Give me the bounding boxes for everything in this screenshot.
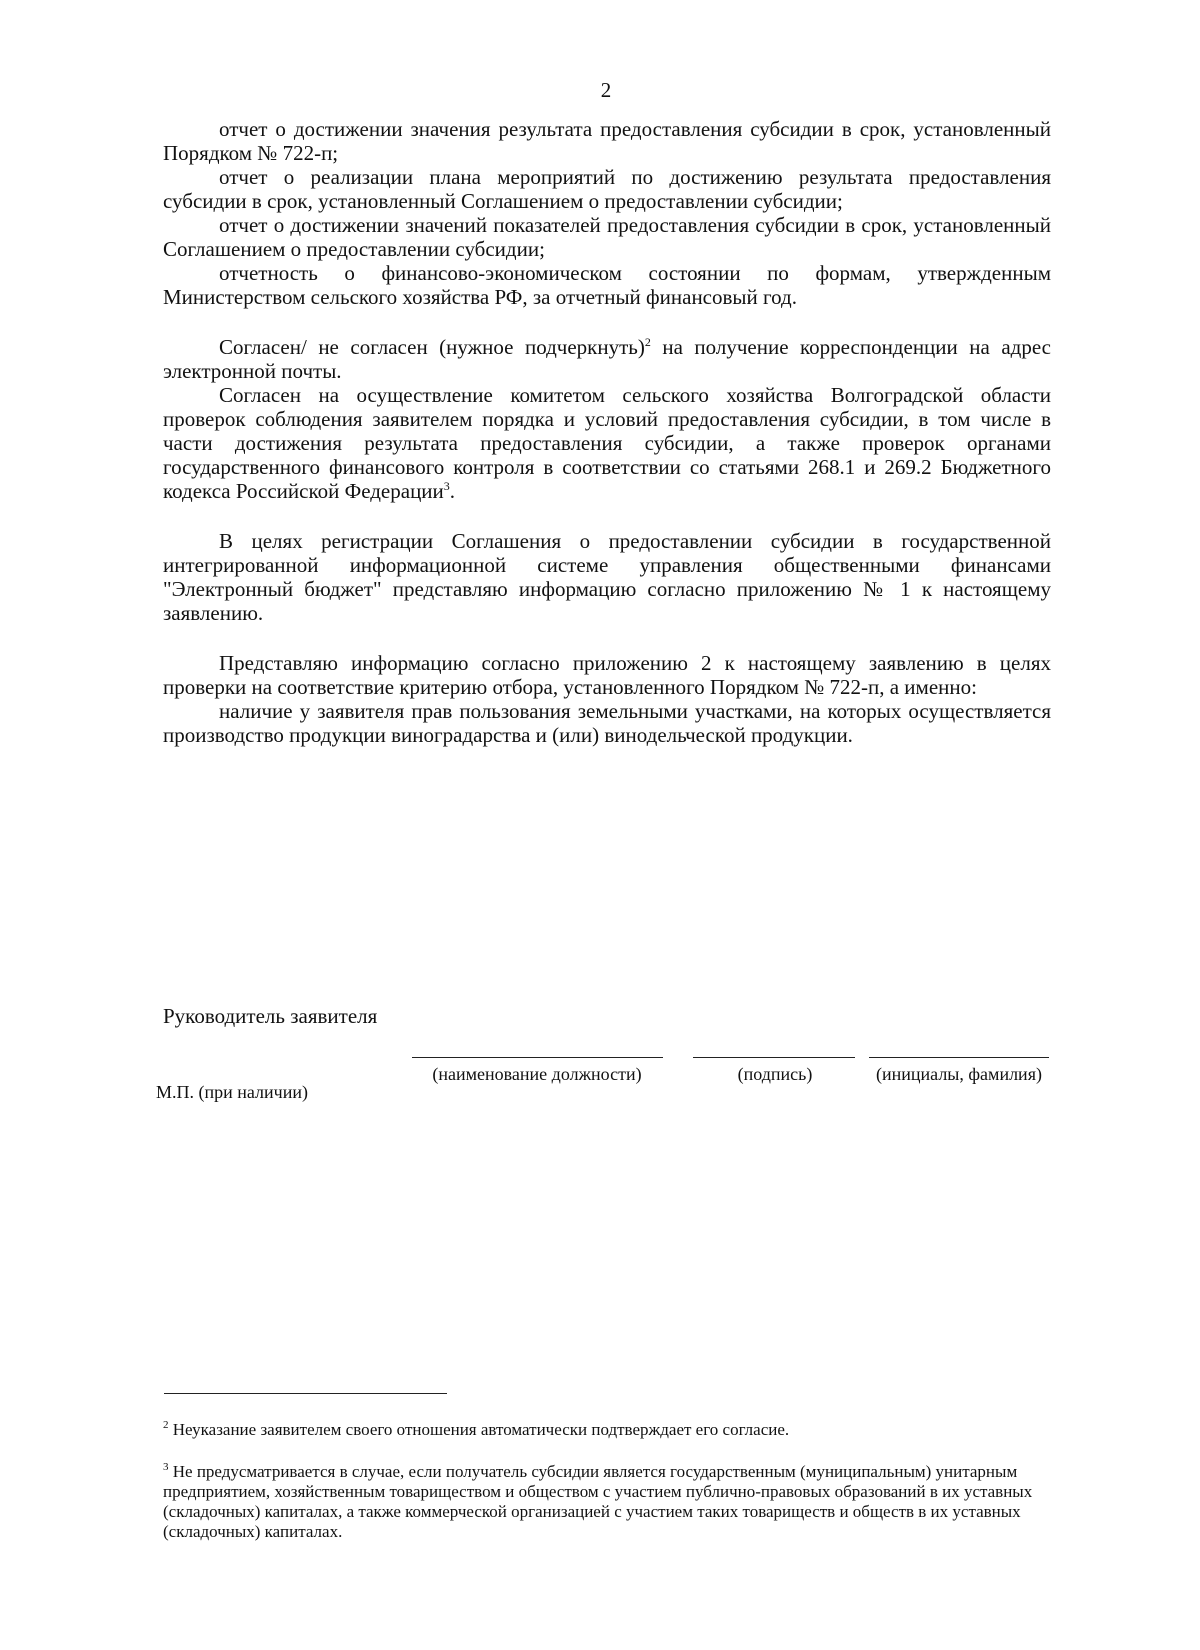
document-body (163, 117, 1051, 747)
list-item: отчет о достижении значений показателей предоставления субсидии в срок, установленный Соглашением о предоставлении субсидии; (163, 213, 1051, 261)
checks-consent-paragraph (163, 383, 1051, 503)
position-signature-line (412, 1057, 663, 1058)
paragraph-gap (163, 309, 1051, 335)
paragraph-gap (163, 503, 1051, 529)
checks-consent-end: . (449, 479, 456, 503)
sign-caption: (подпись) (737, 1064, 813, 1084)
registration-paragraph: В целях регистрации Соглашения о предоставлении субсидии в государственной интегрированной информационной системе управления общественными финансами "Электронный бюджет" представляю информацию согласно приложению № 1 к настоящему заявлению. (163, 529, 1051, 625)
checks-consent-text: Согласен на осуществление комитетом сельского хозяйства Волгоградской области проверок соблюдения заявителем порядка и условий предоставления субсидии, в том числе в части достижения результата предоставления субсидии, а также проверок органами государственного финансового контроля в соответствии со статьями 268.1 и 269.2 Бюджетного кодекса Российской Федерации (163, 383, 1051, 503)
signature-title: Руководитель заявителя (163, 1004, 378, 1028)
paragraph-gap (163, 625, 1051, 651)
name-signature-line (869, 1057, 1049, 1058)
criteria-paragraph: Представляю информацию согласно приложению 2 к настоящему заявлению в целях проверки на соответствие критерию отбора, установленного Порядком № 722-п, а именно: (163, 651, 1051, 699)
page-number: 2 (600, 78, 612, 102)
position-caption: (наименование должности) (432, 1064, 642, 1084)
sign-signature-line (693, 1057, 855, 1058)
name-caption: (инициалы, фамилия) (876, 1064, 1042, 1084)
email-consent-text: Согласен/ не согласен (нужное подчеркнуть) (219, 335, 645, 359)
footnote-text: Не предусматривается в случае, если получатель субсидии является государственным (муниципальным) унитарным предприятием, хозяйственным товариществом и обществом с участием публично-правовых образований в их уставных (складочных) капиталах, а также коммерческой организацией с участием таких товариществ и обществ в их уставных (складочных) капиталах. (163, 1462, 1033, 1541)
footnote-2 (163, 1420, 1063, 1440)
footnote-ref-3: 3 (443, 479, 450, 493)
footnote-ref-2: 2 (644, 335, 651, 349)
email-consent-text-rest: на получение корреспонденции на адрес электронной почты. (163, 335, 1051, 383)
list-item: отчет о реализации плана мероприятий по достижению результата предоставления субсидии в срок, установленный Соглашением о предоставлении субсидии; (163, 165, 1051, 213)
list-item: отчет о достижении значения результата предоставления субсидии в срок, установленный Порядком № 722-п; (163, 117, 1051, 165)
criteria-item: наличие у заявителя прав пользования земельными участками, на которых осуществляется производство продукции виноградарства и (или) винодельческой продукции. (163, 699, 1051, 747)
stamp-label: М.П. (при наличии) (156, 1082, 308, 1102)
footnote-text: Неуказание заявителем своего отношения автоматически подтверждает его согласие. (168, 1420, 790, 1439)
footnote-mark: 2 (163, 1419, 169, 1431)
footnote-mark: 3 (163, 1461, 169, 1473)
list-item: отчетность о финансово-экономическом состоянии по формам, утвержденным Министерством сельского хозяйства РФ, за отчетный финансовый год. (163, 261, 1051, 309)
footnote-3 (163, 1462, 1063, 1542)
email-consent-paragraph (163, 335, 1051, 383)
footnote-separator (164, 1393, 447, 1394)
